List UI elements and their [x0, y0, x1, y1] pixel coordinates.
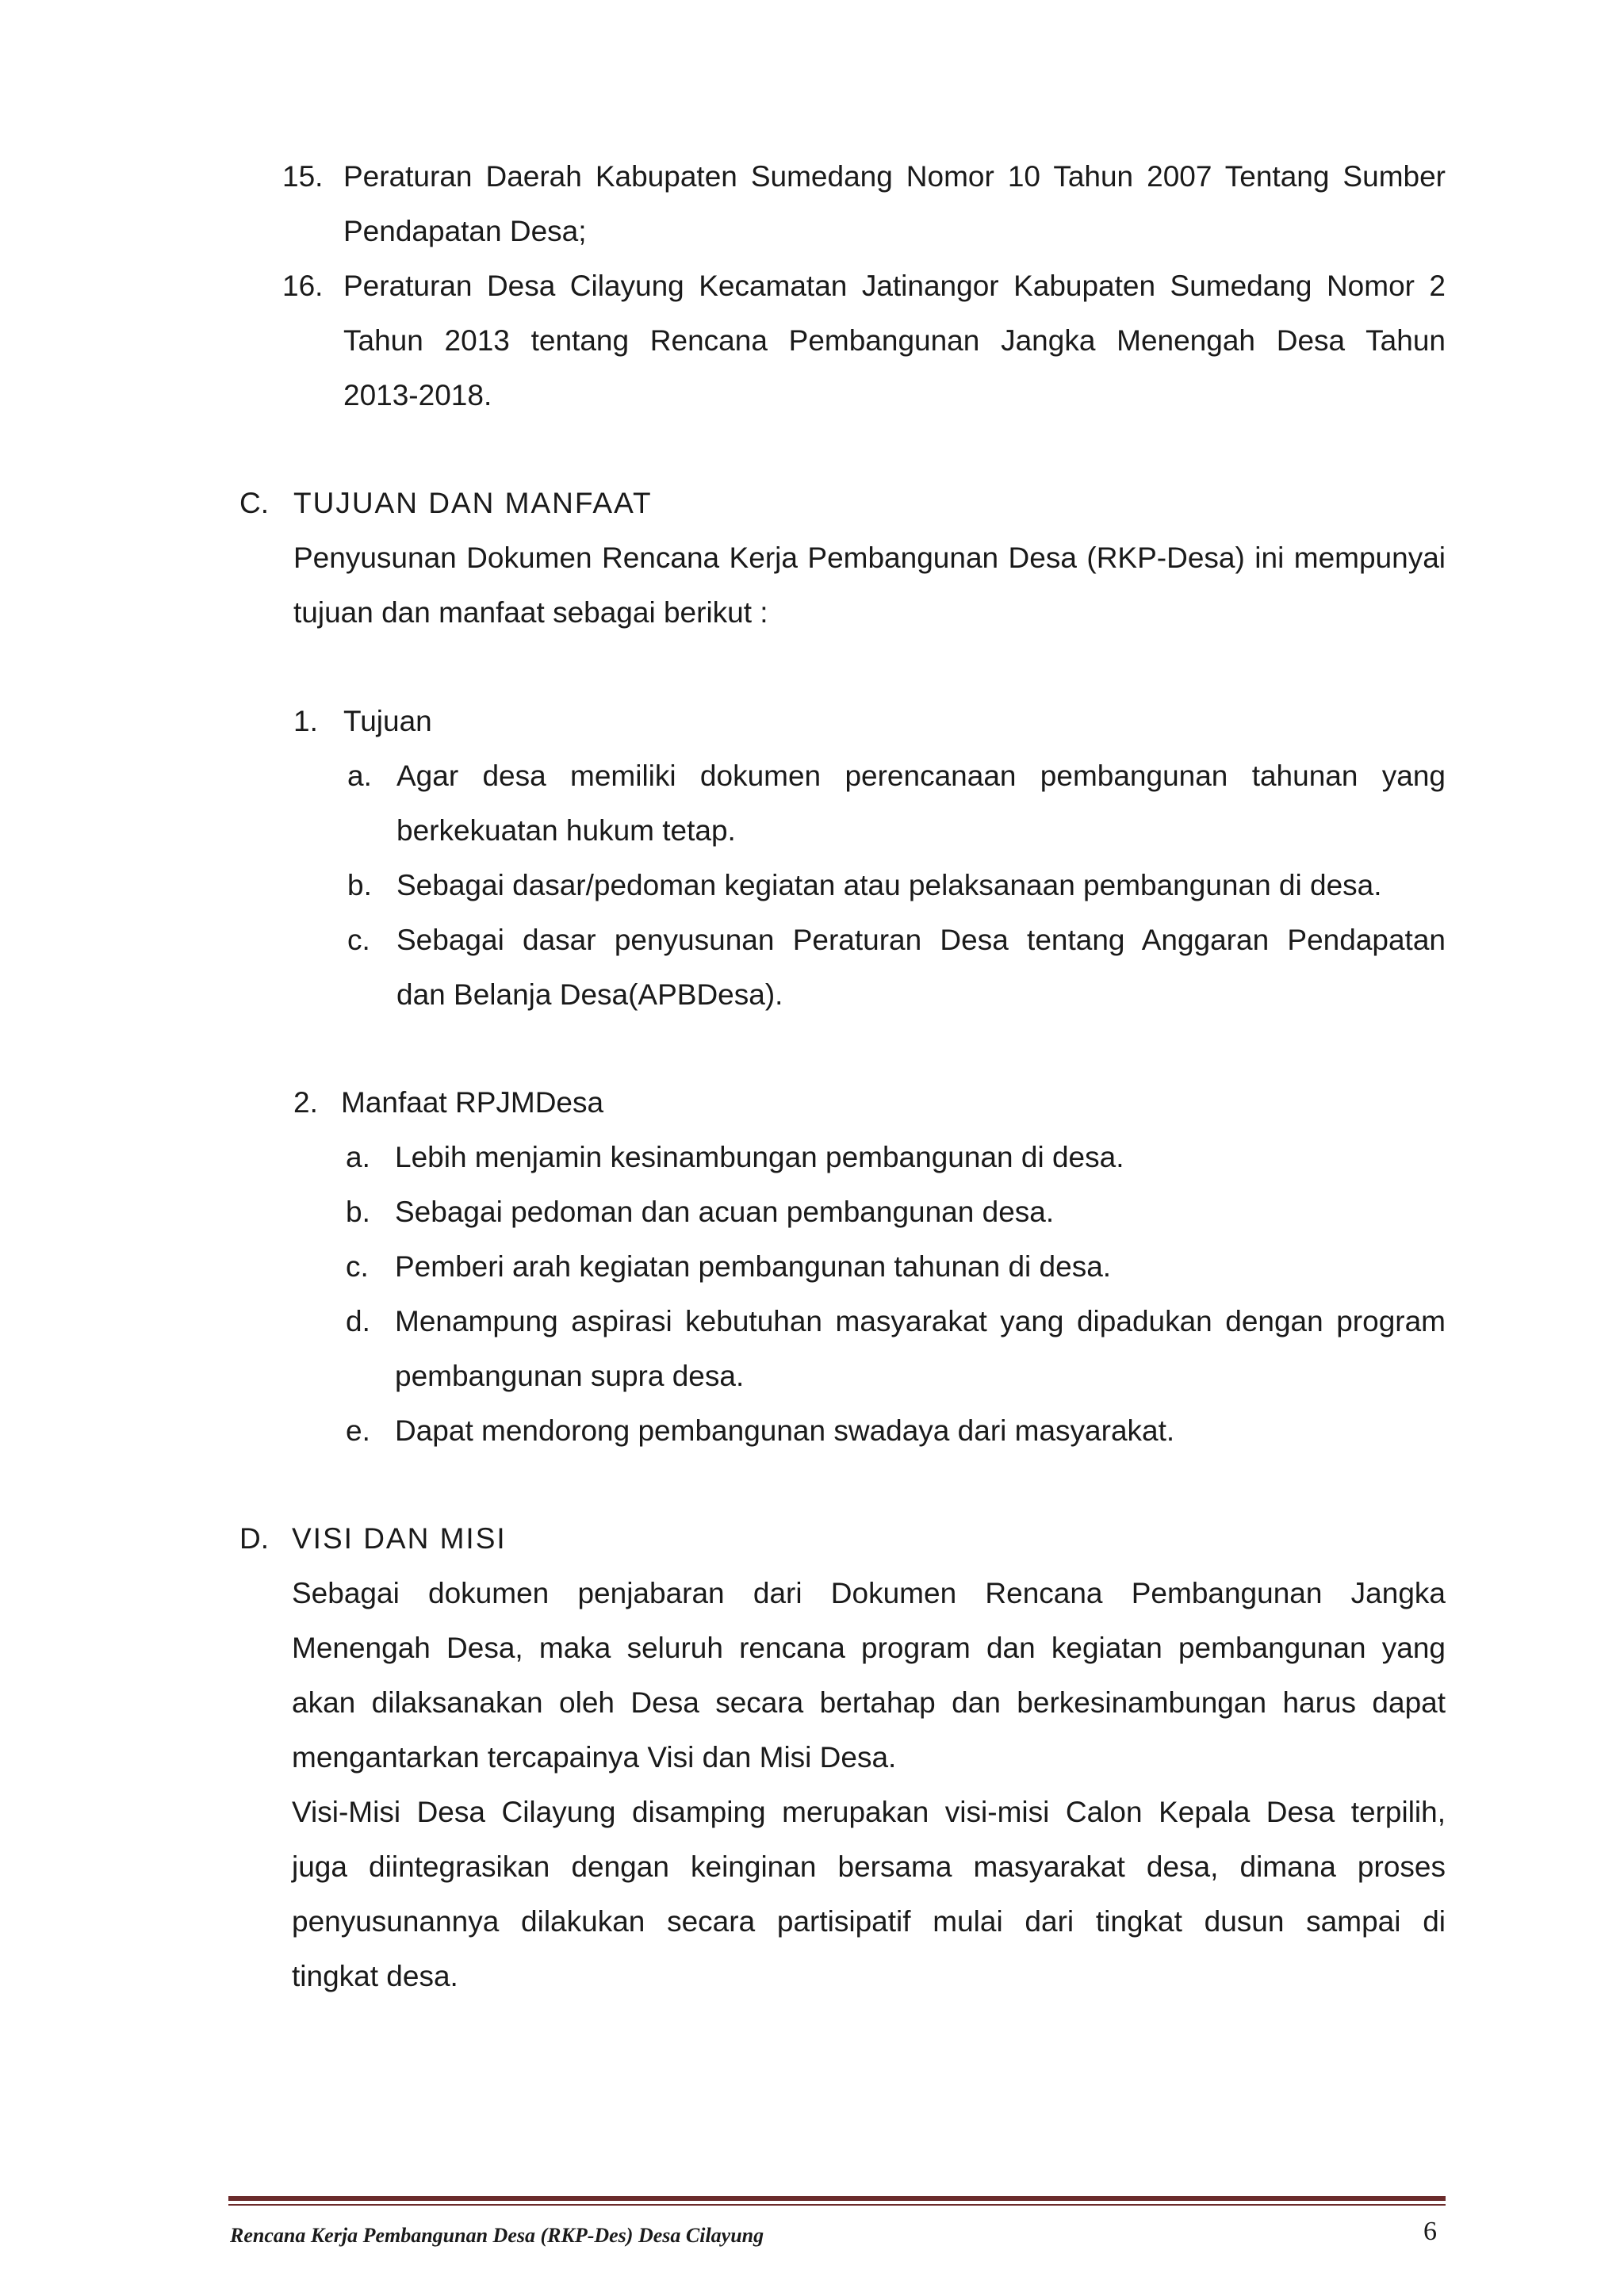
list-item-line: Sebagai dasar/pedoman kegiatan atau pelaksanaan pembangunan di desa.	[396, 869, 1382, 901]
list-item-line: pembangunan supra desa.	[395, 1360, 745, 1392]
section-letter: D.	[239, 1522, 269, 1555]
paragraph-line: Penyusunan Dokumen Rencana Kerja Pembangunan Desa (RKP-Desa) ini mempunyai	[293, 541, 1446, 574]
list-item-line: Peraturan Daerah Kabupaten Sumedang Nomor 10 Tahun 2007 Tentang Sumber	[343, 160, 1446, 193]
paragraph-line: penyusunannya dilakukan secara partisipatif mulai dari tingkat dusun sampai di	[292, 1905, 1446, 1938]
subsection-number: 1.	[293, 705, 318, 737]
paragraph-line: akan dilaksanakan oleh Desa secara bertahap dan berkesinambungan harus dapat	[292, 1686, 1446, 1719]
section-heading: TUJUAN DAN MANFAAT	[293, 487, 653, 519]
list-item-line: dan Belanja Desa(APBDesa).	[396, 978, 783, 1011]
list-item-line: Menampung aspirasi kebutuhan masyarakat yang dipadukan dengan program	[395, 1305, 1446, 1337]
subsection-number: 2.	[293, 1086, 318, 1119]
list-letter: c.	[346, 1250, 369, 1283]
subsection-label: Tujuan	[343, 705, 432, 737]
subsection-label: Manfaat RPJMDesa	[341, 1086, 604, 1119]
list-item-line: Sebagai pedoman dan acuan pembangunan desa.	[395, 1196, 1055, 1228]
paragraph-line: juga diintegrasikan dengan keinginan bersama masyarakat desa, dimana proses	[292, 1850, 1446, 1883]
section-heading: VISI DAN MISI	[292, 1522, 507, 1555]
list-letter: d.	[346, 1305, 370, 1337]
list-item-line: Pemberi arah kegiatan pembangunan tahunan di desa.	[395, 1250, 1112, 1283]
paragraph-line: Sebagai dokumen penjabaran dari Dokumen Rencana Pembangunan Jangka	[292, 1577, 1446, 1609]
paragraph-line: mengantarkan tercapainya Visi dan Misi Desa.	[292, 1741, 897, 1774]
list-letter: b.	[346, 1196, 370, 1228]
list-item-line: berkekuatan hukum tetap.	[396, 814, 736, 847]
paragraph-line: tingkat desa.	[292, 1960, 458, 1992]
page-number: 6	[1423, 2217, 1437, 2246]
paragraph-line: Menengah Desa, maka seluruh rencana program dan kegiatan pembangunan yang	[292, 1632, 1446, 1664]
paragraph-line: Visi-Misi Desa Cilayung disamping merupakan visi-misi Calon Kepala Desa terpilih,	[292, 1796, 1446, 1828]
list-number: 16.	[282, 270, 324, 302]
footer-divider	[228, 2196, 1446, 2201]
list-letter: a.	[346, 1141, 370, 1173]
list-letter: b.	[347, 869, 372, 901]
footer-divider-thin	[228, 2204, 1446, 2206]
list-item-line: Dapat mendorong pembangunan swadaya dari masyarakat.	[395, 1414, 1175, 1447]
section-letter: C.	[239, 487, 269, 519]
list-item-line: 2013-2018.	[343, 379, 492, 411]
list-item-line: Sebagai dasar penyusunan Peraturan Desa tentang Anggaran Pendapatan	[396, 924, 1446, 956]
list-item-line: Pendapatan Desa;	[343, 215, 587, 247]
list-item-line: Tahun 2013 tentang Rencana Pembangunan Jangka Menengah Desa Tahun	[343, 324, 1446, 357]
list-letter: e.	[346, 1414, 370, 1447]
footer-title: Rencana Kerja Pembangunan Desa (RKP-Des) Desa Cilayung	[230, 2224, 764, 2247]
list-number: 15.	[282, 160, 324, 193]
list-item-line: Peraturan Desa Cilayung Kecamatan Jatinangor Kabupaten Sumedang Nomor 2	[343, 270, 1446, 302]
list-letter: a.	[347, 760, 372, 792]
list-item-line: Lebih menjamin kesinambungan pembangunan di desa.	[395, 1141, 1124, 1173]
list-letter: c.	[347, 924, 370, 956]
list-item-line: Agar desa memiliki dokumen perencanaan pembangunan tahunan yang	[396, 760, 1446, 792]
paragraph-line: tujuan dan manfaat sebagai berikut :	[293, 596, 768, 629]
